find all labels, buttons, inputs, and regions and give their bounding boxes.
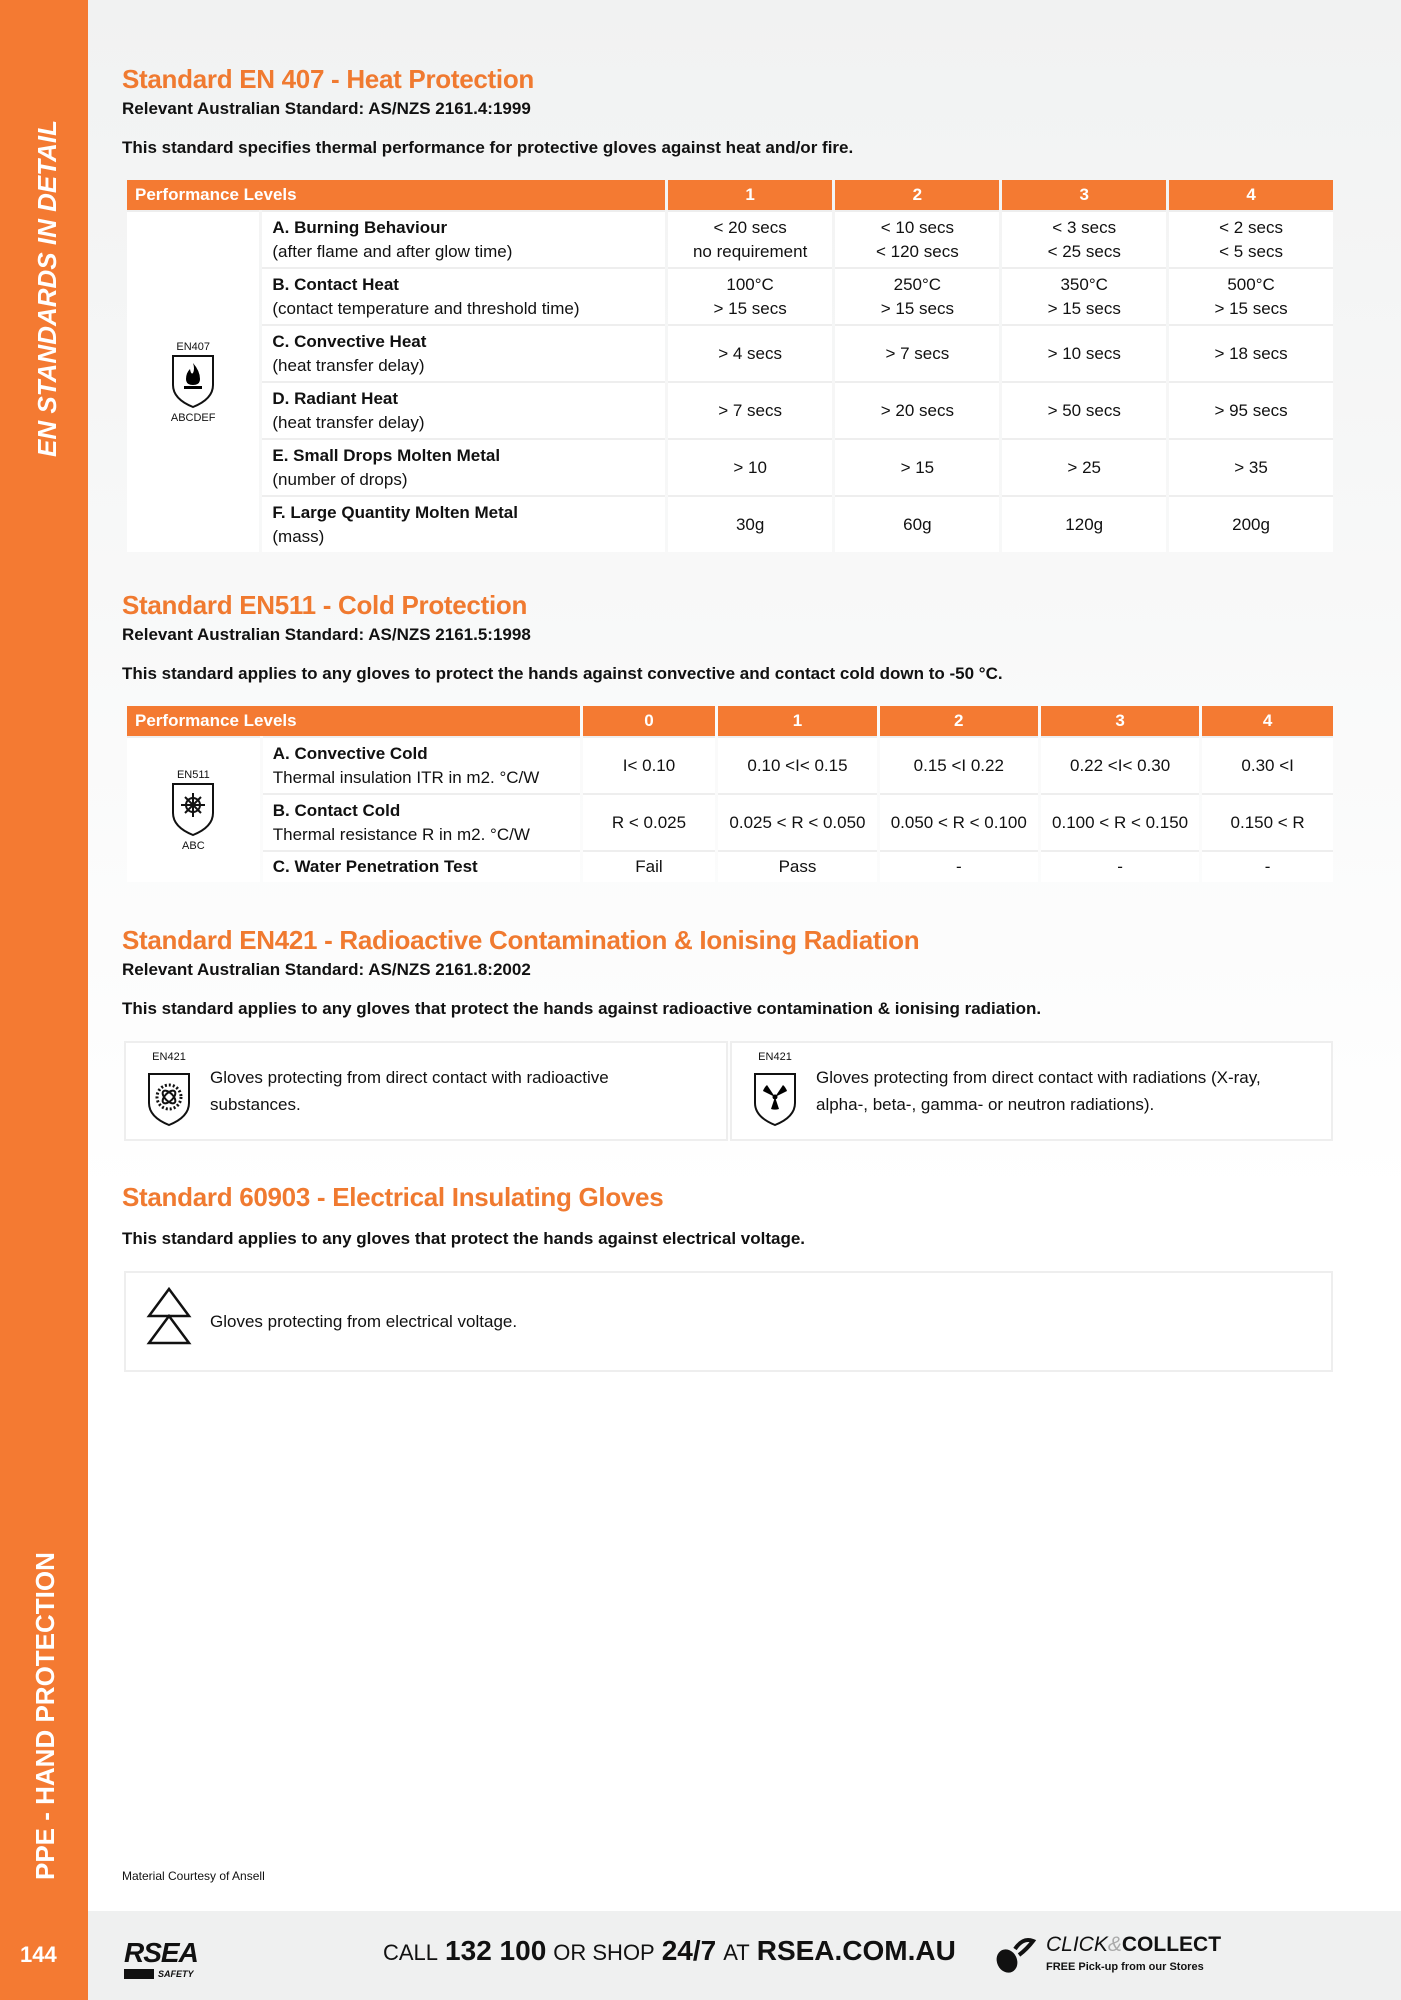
level-header: 1 <box>718 706 876 736</box>
header-label: Performance Levels <box>127 180 665 210</box>
level-header: 2 <box>835 180 999 210</box>
level-value: > 10 <box>668 438 833 495</box>
en421-box-radiation <box>730 1041 1333 1141</box>
en407-subtitle: Relevant Australian Standard: AS/NZS 2161.4:1999 <box>122 99 531 118</box>
level-value: 0.150 < R <box>1202 793 1333 850</box>
row-label: E. Small Drops Molten Metal (number of drops) <box>262 438 664 495</box>
level-value: - <box>880 850 1038 882</box>
page-number: 144 <box>20 1942 57 1967</box>
level-header: 0 <box>583 706 716 736</box>
level-header: 2 <box>880 706 1038 736</box>
click-collect-sub: FREE Pick-up from our Stores <box>1046 1961 1204 1973</box>
level-value: 0.050 < R < 0.100 <box>880 793 1038 850</box>
level-value: Pass <box>718 850 876 882</box>
en511-subtitle: Relevant Australian Standard: AS/NZS 2161.5:1998 <box>122 625 531 644</box>
level-value: > 35 <box>1169 438 1333 495</box>
table-row <box>127 210 1333 267</box>
level-value: 200g <box>1169 495 1333 552</box>
level-value: < 3 secs < 25 secs <box>1002 210 1166 267</box>
row-label: A. Convective Cold Thermal insulation ITR in m2. °C/W <box>263 736 580 793</box>
level-value: > 18 secs <box>1169 324 1333 381</box>
sidebar <box>0 0 88 2000</box>
en421-box-radioactive <box>124 1041 728 1141</box>
en511-description: This standard applies to any gloves to protect the hands against convective and contact cold down to -50 °C. <box>122 664 1003 683</box>
level-value: 0.22 <I< 0.30 <box>1041 736 1199 793</box>
en511-shield-icon: EN511 ABC <box>127 736 260 882</box>
level-value: 0.025 < R < 0.050 <box>718 793 876 850</box>
row-label: A. Burning Behaviour (after flame and after glow time) <box>262 210 664 267</box>
click-collect-icon <box>993 1935 1033 1975</box>
table-row <box>127 850 1333 882</box>
table-row <box>127 736 1333 793</box>
rsea-logo-sub: SAFETY <box>124 1969 194 1979</box>
level-value: - <box>1202 850 1333 882</box>
level-header: 4 <box>1169 180 1333 210</box>
row-label: F. Large Quantity Molten Metal (mass) <box>262 495 664 552</box>
radioactive-contamination-shield-icon: EN421 <box>140 1044 198 1138</box>
level-value: 60g <box>835 495 999 552</box>
sidebar-top-label: EN STANDARDS IN DETAIL <box>32 119 62 457</box>
level-header: 4 <box>1202 706 1333 736</box>
en421-title: Standard EN421 - Radioactive Contamination & Ionising Radiation <box>122 925 920 955</box>
en421-subtitle: Relevant Australian Standard: AS/NZS 2161.8:2002 <box>122 960 531 979</box>
sidebar-bottom-label: PPE - HAND PROTECTION <box>30 1552 60 1880</box>
row-label: B. Contact Heat (contact temperature and threshold time) <box>262 267 664 324</box>
website-link[interactable]: RSEA.COM.AU <box>756 1935 956 1966</box>
en60903-box-text: Gloves protecting from electrical voltage. <box>210 1312 518 1331</box>
en60903-box <box>124 1271 1333 1372</box>
table-row <box>127 495 1333 552</box>
en511-table <box>124 706 1336 882</box>
en60903-title: Standard 60903 - Electrical Insulating Gloves <box>122 1182 664 1212</box>
rsea-logo: RSEA <box>124 1937 198 1968</box>
en511-title: Standard EN511 - Cold Protection <box>122 590 528 620</box>
level-value: I< 0.10 <box>583 736 716 793</box>
level-value: < 2 secs < 5 secs <box>1169 210 1333 267</box>
table-header <box>127 706 1333 736</box>
level-value: > 4 secs <box>668 324 833 381</box>
table-row <box>127 324 1333 381</box>
level-value: > 15 <box>835 438 999 495</box>
en407-table <box>124 180 1336 552</box>
en60903-description: This standard applies to any gloves that protect the hands against electrical voltage. <box>122 1229 806 1248</box>
footer <box>88 1911 1401 2000</box>
level-value: 250°C > 15 secs <box>835 267 999 324</box>
table-row <box>127 793 1333 850</box>
header-label: Performance Levels <box>127 706 580 736</box>
en407-shield-icon: EN407 ABCDEF <box>127 210 259 552</box>
level-value: > 7 secs <box>835 324 999 381</box>
level-value: > 20 secs <box>835 381 999 438</box>
level-value: 0.100 < R < 0.150 <box>1041 793 1199 850</box>
table-row <box>127 381 1333 438</box>
row-label: B. Contact Cold Thermal resistance R in m2. °C/W <box>263 793 580 850</box>
level-value: R < 0.025 <box>583 793 716 850</box>
level-header: 1 <box>668 180 833 210</box>
level-value: < 20 secs no requirement <box>668 210 833 267</box>
level-value: > 7 secs <box>668 381 833 438</box>
level-value: 0.30 <I <box>1202 736 1333 793</box>
en407-description: This standard specifies thermal performance for protective gloves against heat and/or fire. <box>122 138 854 157</box>
level-header: 3 <box>1041 706 1199 736</box>
table-row <box>127 438 1333 495</box>
radiation-shield-icon: EN421 <box>746 1044 804 1138</box>
level-value: 0.15 <I 0.22 <box>880 736 1038 793</box>
level-value: 100°C > 15 secs <box>668 267 833 324</box>
level-value: Fail <box>583 850 716 882</box>
level-value: 30g <box>668 495 833 552</box>
level-value: > 10 secs <box>1002 324 1166 381</box>
level-header: 3 <box>1002 180 1166 210</box>
level-value: 500°C > 15 secs <box>1169 267 1333 324</box>
en421-box-text: Gloves protecting from direct contact with radiations (X-ray, alpha-, beta-, gamma- or neutron radiations). <box>816 1068 1261 1114</box>
en421-description: This standard applies to any gloves that protect the hands against radioactive contamination & ionising radiation. <box>122 999 1042 1018</box>
footer-cta: CALL 132 100 OR SHOP 24/7 AT RSEA.COM.AU <box>383 1935 956 1966</box>
level-value: > 95 secs <box>1169 381 1333 438</box>
table-header <box>127 180 1333 210</box>
row-label: D. Radiant Heat (heat transfer delay) <box>262 381 664 438</box>
level-value: > 25 <box>1002 438 1166 495</box>
level-value: 350°C > 15 secs <box>1002 267 1166 324</box>
row-label: C. Convective Heat (heat transfer delay) <box>262 324 664 381</box>
en421-box-text: Gloves protecting from direct contact with radioactive substances. <box>210 1068 609 1114</box>
electrical-voltage-icon <box>140 1286 198 1357</box>
material-courtesy-note: Material Courtesy of Ansell <box>122 1869 265 1883</box>
en407-title: Standard EN 407 - Heat Protection <box>122 64 534 94</box>
level-value: > 50 secs <box>1002 381 1166 438</box>
level-value: 0.10 <I< 0.15 <box>718 736 876 793</box>
row-label: C. Water Penetration Test <box>263 850 580 882</box>
level-value: - <box>1041 850 1199 882</box>
click-collect-label: CLICK&COLLECT <box>1046 1933 1222 1956</box>
level-value: < 10 secs < 120 secs <box>835 210 999 267</box>
level-value: 120g <box>1002 495 1166 552</box>
table-row <box>127 267 1333 324</box>
